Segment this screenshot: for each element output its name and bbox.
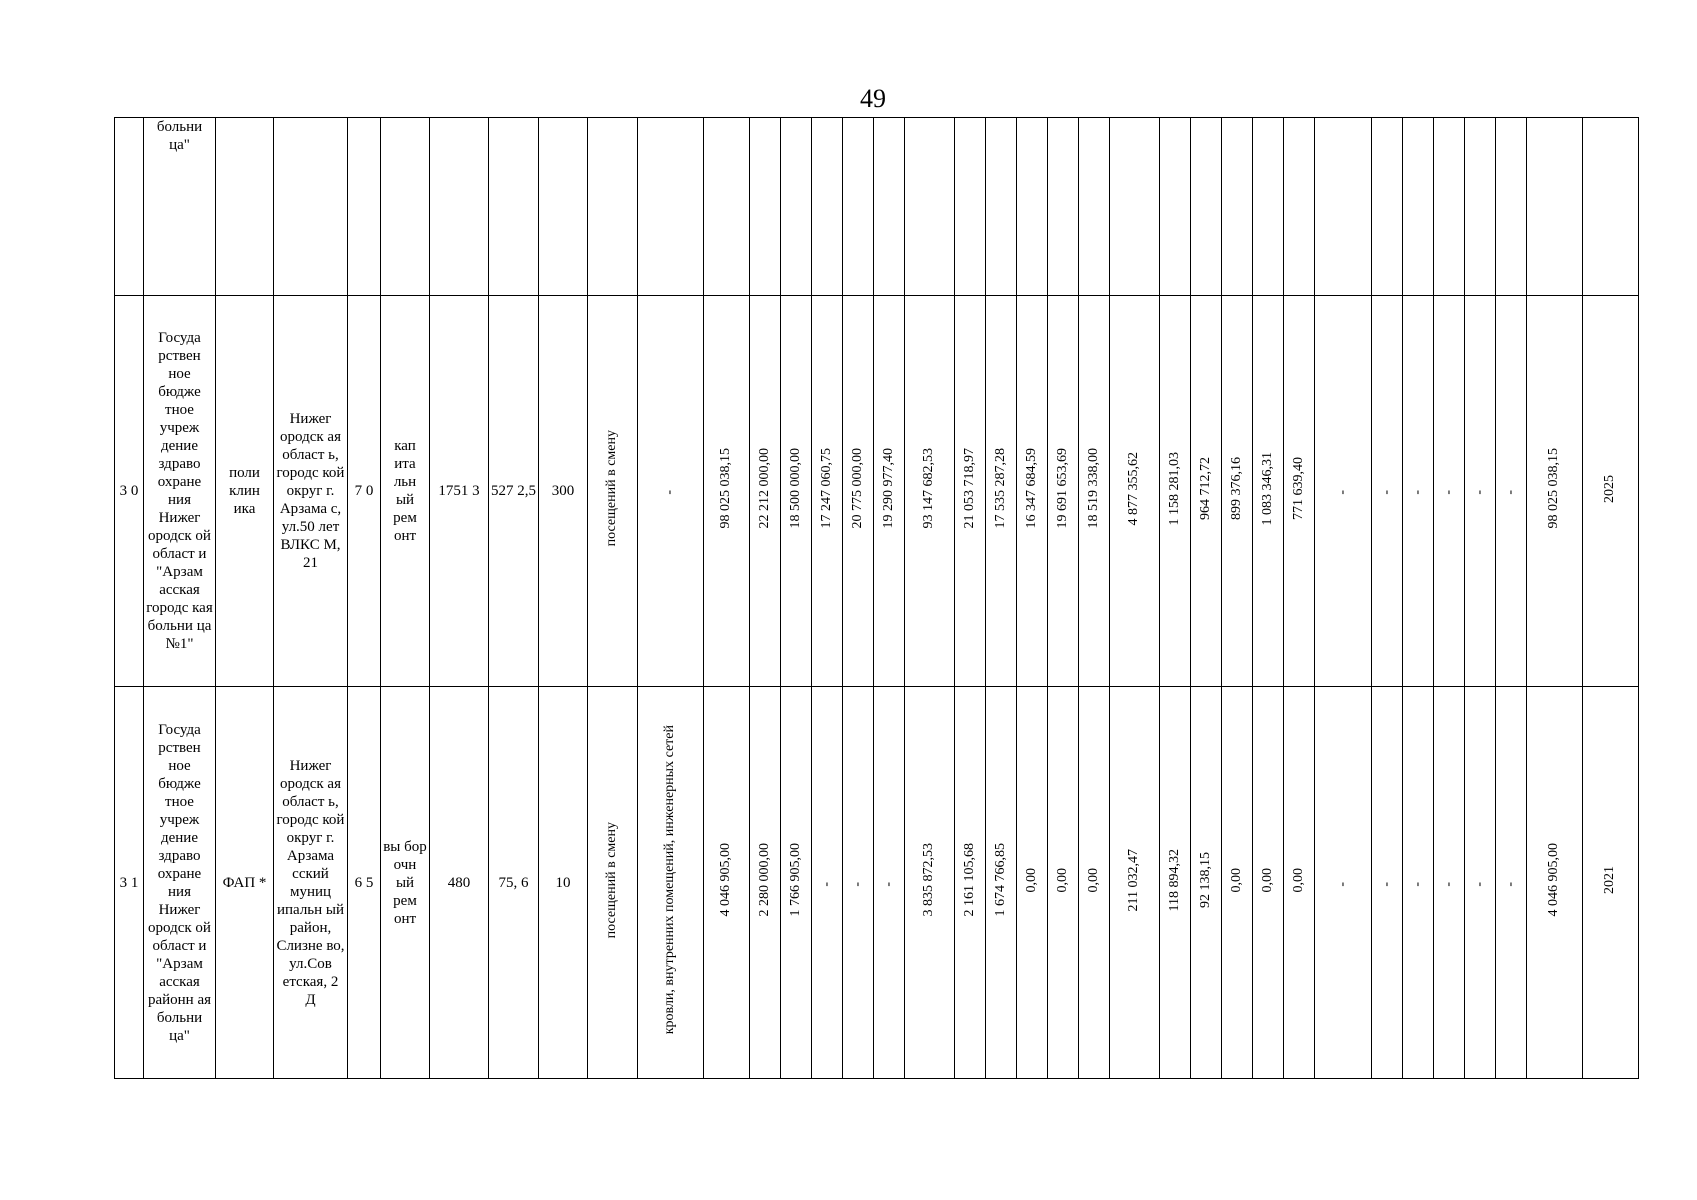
amount-value: 92 138,15 xyxy=(1197,852,1213,908)
amount-cell xyxy=(843,118,874,296)
amount-value: 18 519 338,00 xyxy=(1085,448,1101,529)
amount-value: 899 376,16 xyxy=(1228,457,1244,520)
works-description-cell xyxy=(638,687,704,1079)
object-table xyxy=(114,117,1639,1079)
capacity-unit-cell xyxy=(588,687,638,1079)
institution-name: Госуда рствен ное бюдже тное учреж дение здраво охране ния Нижег ородск ой област и "Арзам асская районн ая больни ца" xyxy=(147,721,212,1044)
works-description-cell xyxy=(638,296,704,687)
amount-cell xyxy=(986,118,1017,296)
amount-cell xyxy=(1315,296,1372,687)
amount-value: 2 161 105,68 xyxy=(961,843,977,917)
year-cell xyxy=(1583,296,1639,687)
address-cell xyxy=(274,296,348,687)
amount-cell xyxy=(1315,687,1372,1079)
amount-cell xyxy=(1253,296,1284,687)
value-a: 6 5 xyxy=(354,874,374,891)
completion-year: 2021 xyxy=(1602,866,1618,894)
amount-cell xyxy=(704,296,750,687)
amount-cell xyxy=(1110,118,1160,296)
capacity-cell xyxy=(539,687,588,1079)
amount-value: 1 674 766,85 xyxy=(992,843,1008,917)
amount-cell xyxy=(1222,687,1253,1079)
facility-type-cell xyxy=(216,687,274,1079)
row-number-cell xyxy=(115,118,144,296)
amount-cell xyxy=(1017,296,1048,687)
amount-value: 1 766 905,00 xyxy=(787,843,803,917)
amount-cell xyxy=(1048,118,1079,296)
amount-value: 22 212 000,00 xyxy=(756,448,772,529)
amount-cell xyxy=(1191,118,1222,296)
amount-cell xyxy=(1403,296,1434,687)
row-number-cell xyxy=(115,687,144,1079)
capacity-unit: посещений в смену xyxy=(604,821,620,939)
amount-cell xyxy=(1253,118,1284,296)
value-a: 7 0 xyxy=(354,483,374,499)
amount-value: - xyxy=(1440,881,1456,887)
table-row xyxy=(115,687,1639,1079)
amount-value: 98 025 038,15 xyxy=(718,448,734,529)
amount-cell xyxy=(1160,296,1191,687)
amount-value: 19 290 977,40 xyxy=(880,448,896,529)
amount-cell xyxy=(843,687,874,1079)
amount-cell xyxy=(812,296,843,687)
amount-cell xyxy=(1465,118,1496,296)
amount-value: 4 877 355,62 xyxy=(1126,451,1142,526)
amount-cell xyxy=(750,118,781,296)
value-b-cell xyxy=(430,118,489,296)
amount-cell xyxy=(1465,296,1496,687)
amount-cell xyxy=(843,296,874,687)
capacity-cell xyxy=(539,296,588,687)
amount-cell xyxy=(1434,687,1465,1079)
amount-cell xyxy=(1253,687,1284,1079)
amount-value: 964 712,72 xyxy=(1197,457,1213,520)
works-description: - xyxy=(662,490,678,495)
amount-cell xyxy=(1527,118,1583,296)
amount-cell xyxy=(1160,687,1191,1079)
amount-value: - xyxy=(1409,490,1425,495)
amount-cell xyxy=(905,296,955,687)
institution-cell xyxy=(144,296,216,687)
amount-value: 21 053 718,97 xyxy=(961,448,977,529)
amount-cell xyxy=(1372,296,1403,687)
amount-value: 20 775 000,00 xyxy=(849,448,865,529)
amount-cell xyxy=(1222,296,1253,687)
amount-cell xyxy=(905,687,955,1079)
amount-cell xyxy=(1284,687,1315,1079)
facility-address: Нижег ородск ая област ь, городс кой округ г. Арзама с, ул.50 лет ВЛКС М, 21 xyxy=(276,411,345,571)
value-c-cell xyxy=(489,296,539,687)
amount-cell xyxy=(1403,118,1434,296)
amount-value: - xyxy=(1471,490,1487,495)
amount-value: 1 083 346,31 xyxy=(1259,451,1275,526)
amount-value: 16 347 684,59 xyxy=(1023,448,1039,529)
value-a-cell xyxy=(348,687,381,1079)
amount-cell xyxy=(1191,687,1222,1079)
value-c: 75, 6 xyxy=(498,874,529,891)
work-type: вы бор очн ый рем онт xyxy=(383,838,427,927)
institution-cell xyxy=(144,687,216,1079)
amount-cell xyxy=(955,296,986,687)
amount-cell xyxy=(874,296,905,687)
table-row xyxy=(115,296,1639,687)
amount-value: - xyxy=(1378,490,1394,495)
amount-cell xyxy=(750,687,781,1079)
institution-name: Госуда рствен ное бюдже тное учреж дение здраво охране ния Нижег ородск ой област и "Арзам асская городс кая больни ца №1" xyxy=(146,330,213,652)
amount-cell xyxy=(704,118,750,296)
amount-cell xyxy=(986,687,1017,1079)
value-c-cell xyxy=(489,118,539,296)
amount-value: 17 535 287,28 xyxy=(992,448,1008,529)
value-c-cell xyxy=(489,687,539,1079)
amount-cell xyxy=(1403,687,1434,1079)
amount-cell xyxy=(812,118,843,296)
amount-cell xyxy=(905,118,955,296)
amount-cell xyxy=(1048,296,1079,687)
amount-cell xyxy=(781,118,812,296)
amount-value: 18 500 000,00 xyxy=(787,448,803,529)
amount-value: - xyxy=(1378,881,1394,887)
value-b: 480 xyxy=(447,874,471,891)
amount-value: - xyxy=(1471,881,1487,887)
amount-value: 93 147 682,53 xyxy=(921,448,937,529)
amount-value: 118 894,32 xyxy=(1166,848,1182,912)
amount-cell xyxy=(1191,296,1222,687)
amount-value: 17 247 060,75 xyxy=(818,448,834,529)
amount-cell xyxy=(1048,687,1079,1079)
amount-value: - xyxy=(1502,881,1518,887)
work-type-cell xyxy=(381,118,430,296)
amount-value: 2 280 000,00 xyxy=(756,843,772,917)
amount-cell xyxy=(955,687,986,1079)
value-a-cell xyxy=(348,118,381,296)
year-cell xyxy=(1583,118,1639,296)
amount-cell xyxy=(1017,118,1048,296)
amount-value: - xyxy=(1334,881,1350,887)
row-number-cell xyxy=(115,296,144,687)
capacity-unit-cell xyxy=(588,118,638,296)
amount-value: 1 158 281,03 xyxy=(1166,451,1182,526)
year-cell xyxy=(1583,687,1639,1079)
amount-cell xyxy=(874,687,905,1079)
amount-cell xyxy=(955,118,986,296)
amount-value: 771 639,40 xyxy=(1290,457,1306,520)
amount-value: - xyxy=(818,881,834,887)
amount-cell xyxy=(986,296,1017,687)
completion-year: 2025 xyxy=(1602,474,1618,503)
amount-value: 0,00 xyxy=(1228,867,1244,893)
amount-cell xyxy=(1079,118,1110,296)
facility-address: Нижег ородск ая област ь, городс кой округ г. Арзама сский муниц ипальн ый район, Слизне во, ул.Сов етская, 2 Д xyxy=(276,757,345,1008)
amount-value: 3 835 872,53 xyxy=(921,843,937,917)
amount-cell xyxy=(1527,296,1583,687)
amount-cell xyxy=(750,296,781,687)
address-cell xyxy=(274,118,348,296)
amount-cell xyxy=(781,296,812,687)
amount-cell xyxy=(1079,296,1110,687)
amount-cell xyxy=(1434,296,1465,687)
works-description: кровли, внутренних помещений, инженерных сетей xyxy=(662,725,678,1035)
amount-value: 4 046 905,00 xyxy=(1546,843,1562,917)
amount-value: - xyxy=(1334,490,1350,495)
amount-value: 0,00 xyxy=(1259,867,1275,893)
amount-value: - xyxy=(1440,490,1456,495)
capacity-unit-cell xyxy=(588,296,638,687)
table-row xyxy=(115,118,1639,296)
amount-cell xyxy=(1110,687,1160,1079)
amount-value: 4 046 905,00 xyxy=(718,843,734,917)
amount-cell xyxy=(1496,687,1527,1079)
amount-value: 19 691 653,69 xyxy=(1054,448,1070,529)
amount-cell xyxy=(1496,296,1527,687)
amount-value: 98 025 038,15 xyxy=(1546,448,1562,529)
amount-cell xyxy=(874,118,905,296)
value-b-cell xyxy=(430,296,489,687)
capacity: 10 xyxy=(555,874,571,891)
amount-cell xyxy=(781,687,812,1079)
amount-cell xyxy=(1079,687,1110,1079)
institution-name: больни ца" xyxy=(156,119,203,153)
amount-value: - xyxy=(1409,881,1425,887)
amount-cell xyxy=(704,687,750,1079)
amount-cell xyxy=(1110,296,1160,687)
capacity-unit: посещений в смену xyxy=(604,430,620,547)
amount-cell xyxy=(1160,118,1191,296)
facility-type: поли клин ика xyxy=(229,465,260,517)
amount-cell xyxy=(1372,118,1403,296)
work-type-cell xyxy=(381,687,430,1079)
amount-cell xyxy=(1465,687,1496,1079)
amount-cell xyxy=(1496,118,1527,296)
amount-cell xyxy=(812,687,843,1079)
amount-value: 0,00 xyxy=(1054,867,1070,893)
value-a-cell xyxy=(348,296,381,687)
capacity: 300 xyxy=(551,483,575,499)
value-b: 1751 3 xyxy=(438,483,480,499)
amount-value: - xyxy=(849,881,865,887)
page-number: 49 xyxy=(860,84,886,113)
amount-cell xyxy=(1017,687,1048,1079)
amount-value: - xyxy=(1502,490,1518,495)
value-b-cell xyxy=(430,687,489,1079)
work-type: кап ита льн ый рем онт xyxy=(393,438,417,544)
address-cell xyxy=(274,687,348,1079)
amount-cell xyxy=(1434,118,1465,296)
institution-cell xyxy=(144,118,216,296)
row-number: 3 1 xyxy=(119,874,139,891)
amount-value: 0,00 xyxy=(1085,867,1101,893)
facility-type-cell xyxy=(216,296,274,687)
facility-type: ФАП * xyxy=(222,874,267,891)
works-description-cell xyxy=(638,118,704,296)
amount-cell xyxy=(1284,296,1315,687)
amount-value: - xyxy=(880,881,896,887)
amount-cell xyxy=(1315,118,1372,296)
amount-cell xyxy=(1284,118,1315,296)
amount-cell xyxy=(1527,687,1583,1079)
amount-cell xyxy=(1222,118,1253,296)
capacity-cell xyxy=(539,118,588,296)
amount-cell xyxy=(1372,687,1403,1079)
amount-value: 0,00 xyxy=(1023,867,1039,893)
row-number: 3 0 xyxy=(119,483,139,499)
facility-type-cell xyxy=(216,118,274,296)
amount-value: 0,00 xyxy=(1290,867,1306,893)
amount-value: 211 032,47 xyxy=(1126,848,1142,912)
work-type-cell xyxy=(381,296,430,687)
value-c: 527 2,5 xyxy=(491,483,536,499)
